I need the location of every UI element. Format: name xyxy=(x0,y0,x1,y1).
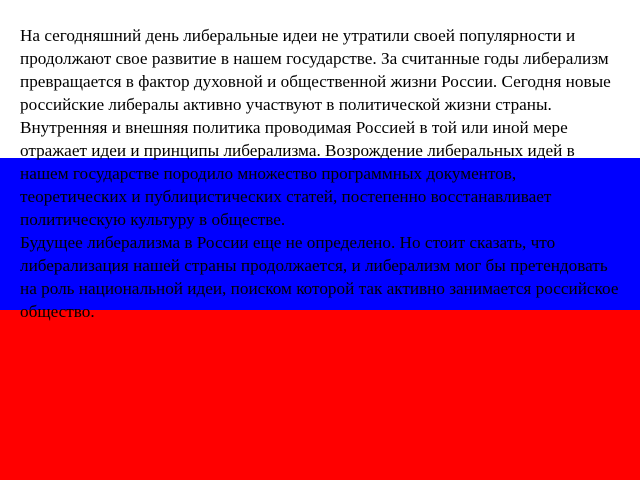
body-text xyxy=(20,24,620,323)
paragraph-2: Будущее либерализма в России еще не определено. Но стоит сказать, что либерализация нашей страны продолжается, и либерализм мог бы претендовать на роль национальной идеи, поиском которой так активно занимается российское общество. xyxy=(20,233,619,321)
paragraph-1: На сегодняшний день либеральные идеи не утратили своей популярности и продолжают свое развитие в нашем государстве. За считанные годы либерализм превращается в фактор духовной и общественной жизни России. Сегодня новые российские либералы активно участвуют в политической жизни страны. Внутренняя и внешняя политика проводимая Россией в той или иной мере отражает идеи и принципы либерализма. Возрождение либеральных идей в нашем государстве породило множество программных документов, теоретических и публицистических статей, постепенно восстанавливает политическую культуру в обществе. xyxy=(20,26,611,229)
flag-red-stripe xyxy=(0,310,640,480)
